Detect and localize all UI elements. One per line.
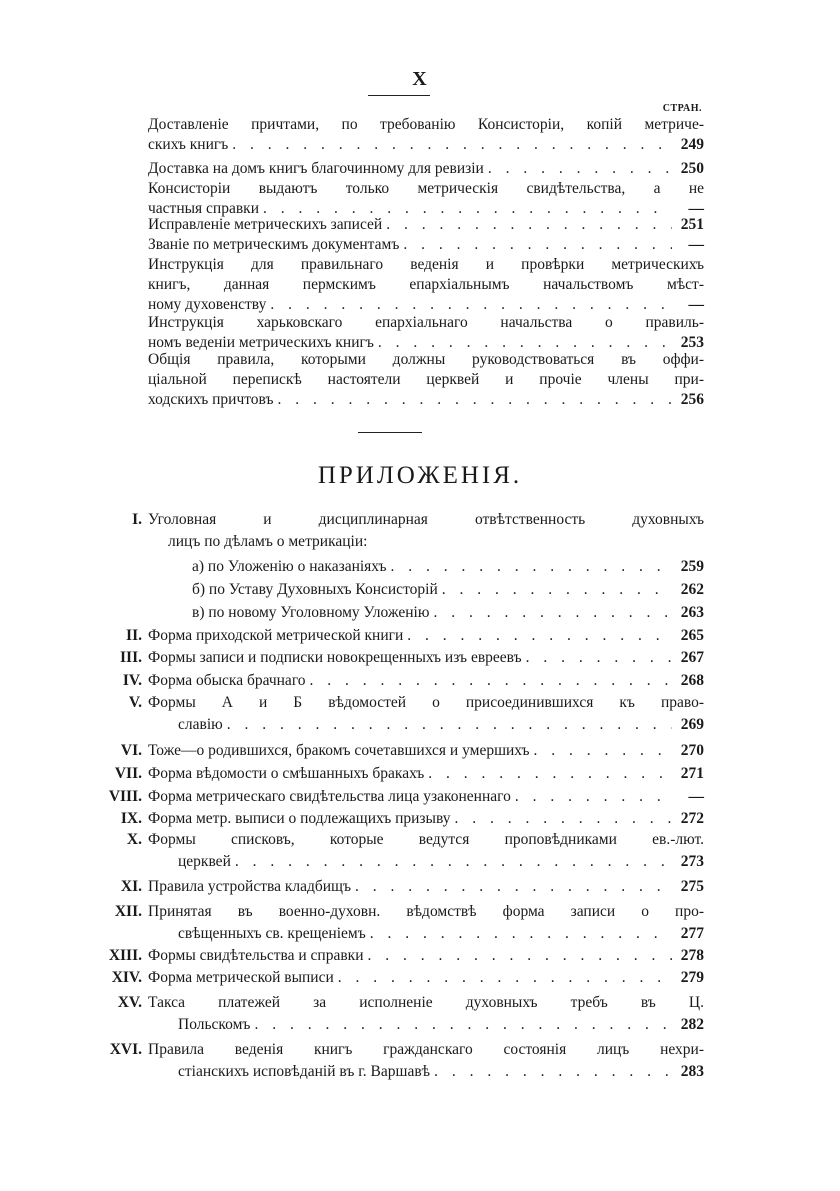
toc-page-number: 283 [680,1063,704,1080]
appendix-entry [178,715,704,735]
appendix-entry [178,924,704,944]
toc-entry-title: частныя справки [148,200,259,217]
toc-entry-line: Инструкція харьковскаго епархіальнаго начальства о правиль- [148,314,704,331]
toc-entry [148,235,704,255]
dot-leader [390,557,672,577]
toc-entry [148,159,704,179]
dot-leader [368,946,672,966]
toc-page-number: 251 [680,216,704,233]
appendix-entry [178,1062,704,1082]
toc-page-number: 282 [680,1016,704,1033]
toc-entry-line: ціальной перепискѣ настоятели церквей и прочіе члены при- [148,371,704,388]
dot-leader [278,390,672,410]
toc-entry-title: Доставка на домъ книгъ благочинному для ревизіи [148,160,484,177]
dot-leader [442,580,672,600]
appendix-entry [148,946,704,966]
dot-leader [515,787,672,807]
dot-leader [434,1062,672,1082]
dot-leader [433,603,672,623]
appendix-entry-title: славію [178,716,223,733]
toc-page-number: — [688,200,704,217]
toc-page-number: 253 [680,334,704,351]
appendix-entry-line: Правила веденія книгъ гражданскаго состоянія лицъ нехри- [148,1041,704,1058]
appendix-entry-title: Форма метр. выписи о подлежащихъ призыву [148,810,451,827]
appendix-entry-title: Форма обыска брачнаго [148,672,306,689]
toc-page-number: 265 [680,627,704,644]
appendix-numeral: IX. [120,810,142,827]
appendix-numeral: XIII. [108,947,142,964]
toc-page-number: 273 [680,853,704,870]
appendix-numeral: IV. [122,672,142,689]
appendix-numeral: XIV. [111,969,142,986]
dot-leader [370,924,672,944]
dot-leader [232,135,672,155]
appendix-entry-line: Принятая въ военно-духовн. вѣдомствѣ форма записи о про- [148,903,704,920]
page-column-label: СТРАН. [662,103,702,114]
toc-page-number: 270 [680,742,704,759]
appendix-numeral: I. [132,511,142,528]
dot-leader [386,215,672,235]
toc-entry-line: Инструкція для правильнаго веденія и провѣрки метрическихъ [148,256,704,273]
dot-leader [526,648,672,668]
toc-entry-title: номъ веденіи метрическихъ книгъ [148,334,374,351]
toc-entry [148,390,704,410]
appendix-subentry-title: в) по новому Уголовному Уложенію [192,604,430,621]
appendix-numeral: XI. [120,878,142,895]
appendix-entry-title: стіанскихъ исповѣданій въ г. Варшавѣ [178,1063,431,1080]
toc-page-number: 262 [680,581,704,598]
toc-entry [148,295,704,315]
appendix-subentry [192,557,704,577]
toc-entry-line: книгъ, данная пермскимъ епархіальнымъ начальствомъ мѣст- [148,276,704,293]
appendix-entry [148,741,704,761]
toc-page-number: — [688,788,704,805]
appendix-entry-title: свѣщенныхъ св. крещеніемъ [178,925,366,942]
appendix-entry-line: Формы списковъ, которые ведутся проповѣдниками ев.-лют. [148,831,704,848]
toc-entry-title: Званіе по метрическимъ документамъ [148,236,400,253]
appendix-subentry [192,580,704,600]
toc-page-number: 272 [680,810,704,827]
dot-leader [310,671,672,691]
toc-page-number: 250 [680,160,704,177]
toc-page-number: 259 [680,558,704,575]
appendix-entry-line: Формы А и Б вѣдомостей о присоединившихся къ право- [148,694,704,711]
appendix-numeral: III. [120,649,142,666]
appendix-entry-line: Уголовная и дисциплинарная отвѣтственность духовныхъ [148,511,704,528]
dot-leader [270,295,672,315]
appendix-entry [148,877,704,897]
dot-leader [533,741,672,761]
dot-leader [254,1015,672,1035]
toc-entry [148,215,704,235]
appendix-title: ПРИЛОЖЕНІЯ. [317,462,523,489]
toc-entry-title: ному духовенству [148,296,267,313]
appendix-numeral: XVI. [109,1041,142,1058]
appendix-entry [148,626,704,646]
toc-page-number: 278 [680,947,704,964]
dot-leader [455,809,673,829]
appendix-entry [178,852,704,872]
toc-entry-title: Исправленіе метрическихъ записей [148,216,383,233]
appendix-entry [148,787,704,807]
appendix-entry-title: церквей [178,853,231,870]
appendix-entry-heading: лицъ по дѣламъ о метрикаціи: [168,533,368,550]
appendix-numeral: XII. [114,903,142,920]
dot-leader [407,626,672,646]
toc-entry-title: ходскихъ причтовъ [148,391,274,408]
toc-page-number: 268 [680,672,704,689]
appendix-numeral: VII. [114,765,142,782]
appendix-entry [148,809,704,829]
toc-page-number: 277 [680,925,704,942]
page-number: X [412,68,428,90]
appendix-numeral: VI. [120,742,142,759]
dot-leader [428,764,672,784]
appendix-entry-title: Формы записи и подписки новокрещенныхъ изъ евреевъ [148,649,522,666]
appendix-entry-title: Формы свидѣтельства и справки [148,947,364,964]
toc-page-number: 267 [680,649,704,666]
appendix-subentry-title: б) по Уставу Духовныхъ Консисторій [192,581,438,598]
appendix-entry [178,1015,704,1035]
appendix-entry-title: Форма метрической выписи [148,969,334,986]
appendix-subentry [192,603,704,623]
toc-page-number: 271 [680,765,704,782]
toc-entry-line: Консисторіи выдаютъ только метрическія свидѣтельства, а не [148,180,704,197]
appendix-entry-title: Правила устройства кладбищъ [148,878,351,895]
appendix-entry-title: Форма приходской метрической книги [148,627,404,644]
toc-entry-line: Общія правила, которыми должны руководствоваться въ оффи- [148,351,704,368]
appendix-entry [148,968,704,988]
dot-leader [227,715,672,735]
appendix-entry [148,671,704,691]
toc-page-number: 269 [680,716,704,733]
appendix-entry-title: Форма вѣдомости о смѣшанныхъ бракахъ [148,765,425,782]
toc-page-number: 275 [680,878,704,895]
appendix-numeral: XV. [117,994,142,1011]
appendix-numeral: X. [126,831,142,848]
appendix-entry-title: Форма метрическаго свидѣтельства лица узаконеннаго [148,788,511,805]
dot-leader [338,968,672,988]
toc-page-number: 263 [680,604,704,621]
toc-entry-line: Доставленіе причтами, по требованію Консисторіи, копій метриче- [148,116,704,133]
header-rule [368,95,430,96]
appendix-entry-title: Польскомъ [178,1016,251,1033]
appendix-entry [148,764,704,784]
appendix-entry-title: Тоже—о родившихся, бракомъ сочетавшихся и умершихъ [148,742,530,759]
dot-leader [488,159,672,179]
toc-page-number: — [688,296,704,313]
dot-leader [355,877,672,897]
toc-page-number: 279 [680,969,704,986]
section-divider [358,432,422,433]
appendix-subentry-title: а) по Уложенію о наказаніяхъ [192,558,387,575]
dot-leader [235,852,672,872]
toc-page-number: — [688,236,704,253]
appendix-numeral: II. [126,627,142,644]
appendix-numeral: VIII. [108,788,142,805]
appendix-numeral: V. [128,694,142,711]
toc-entry-title: скихъ книгъ [148,136,229,153]
appendix-entry [148,648,704,668]
toc-entry [148,135,704,155]
dot-leader [403,235,672,255]
toc-page-number: 256 [680,391,704,408]
toc-page-number: 249 [680,136,704,153]
appendix-entry-line: Такса платежей за исполненіе духовныхъ требъ въ Ц. [148,994,704,1011]
